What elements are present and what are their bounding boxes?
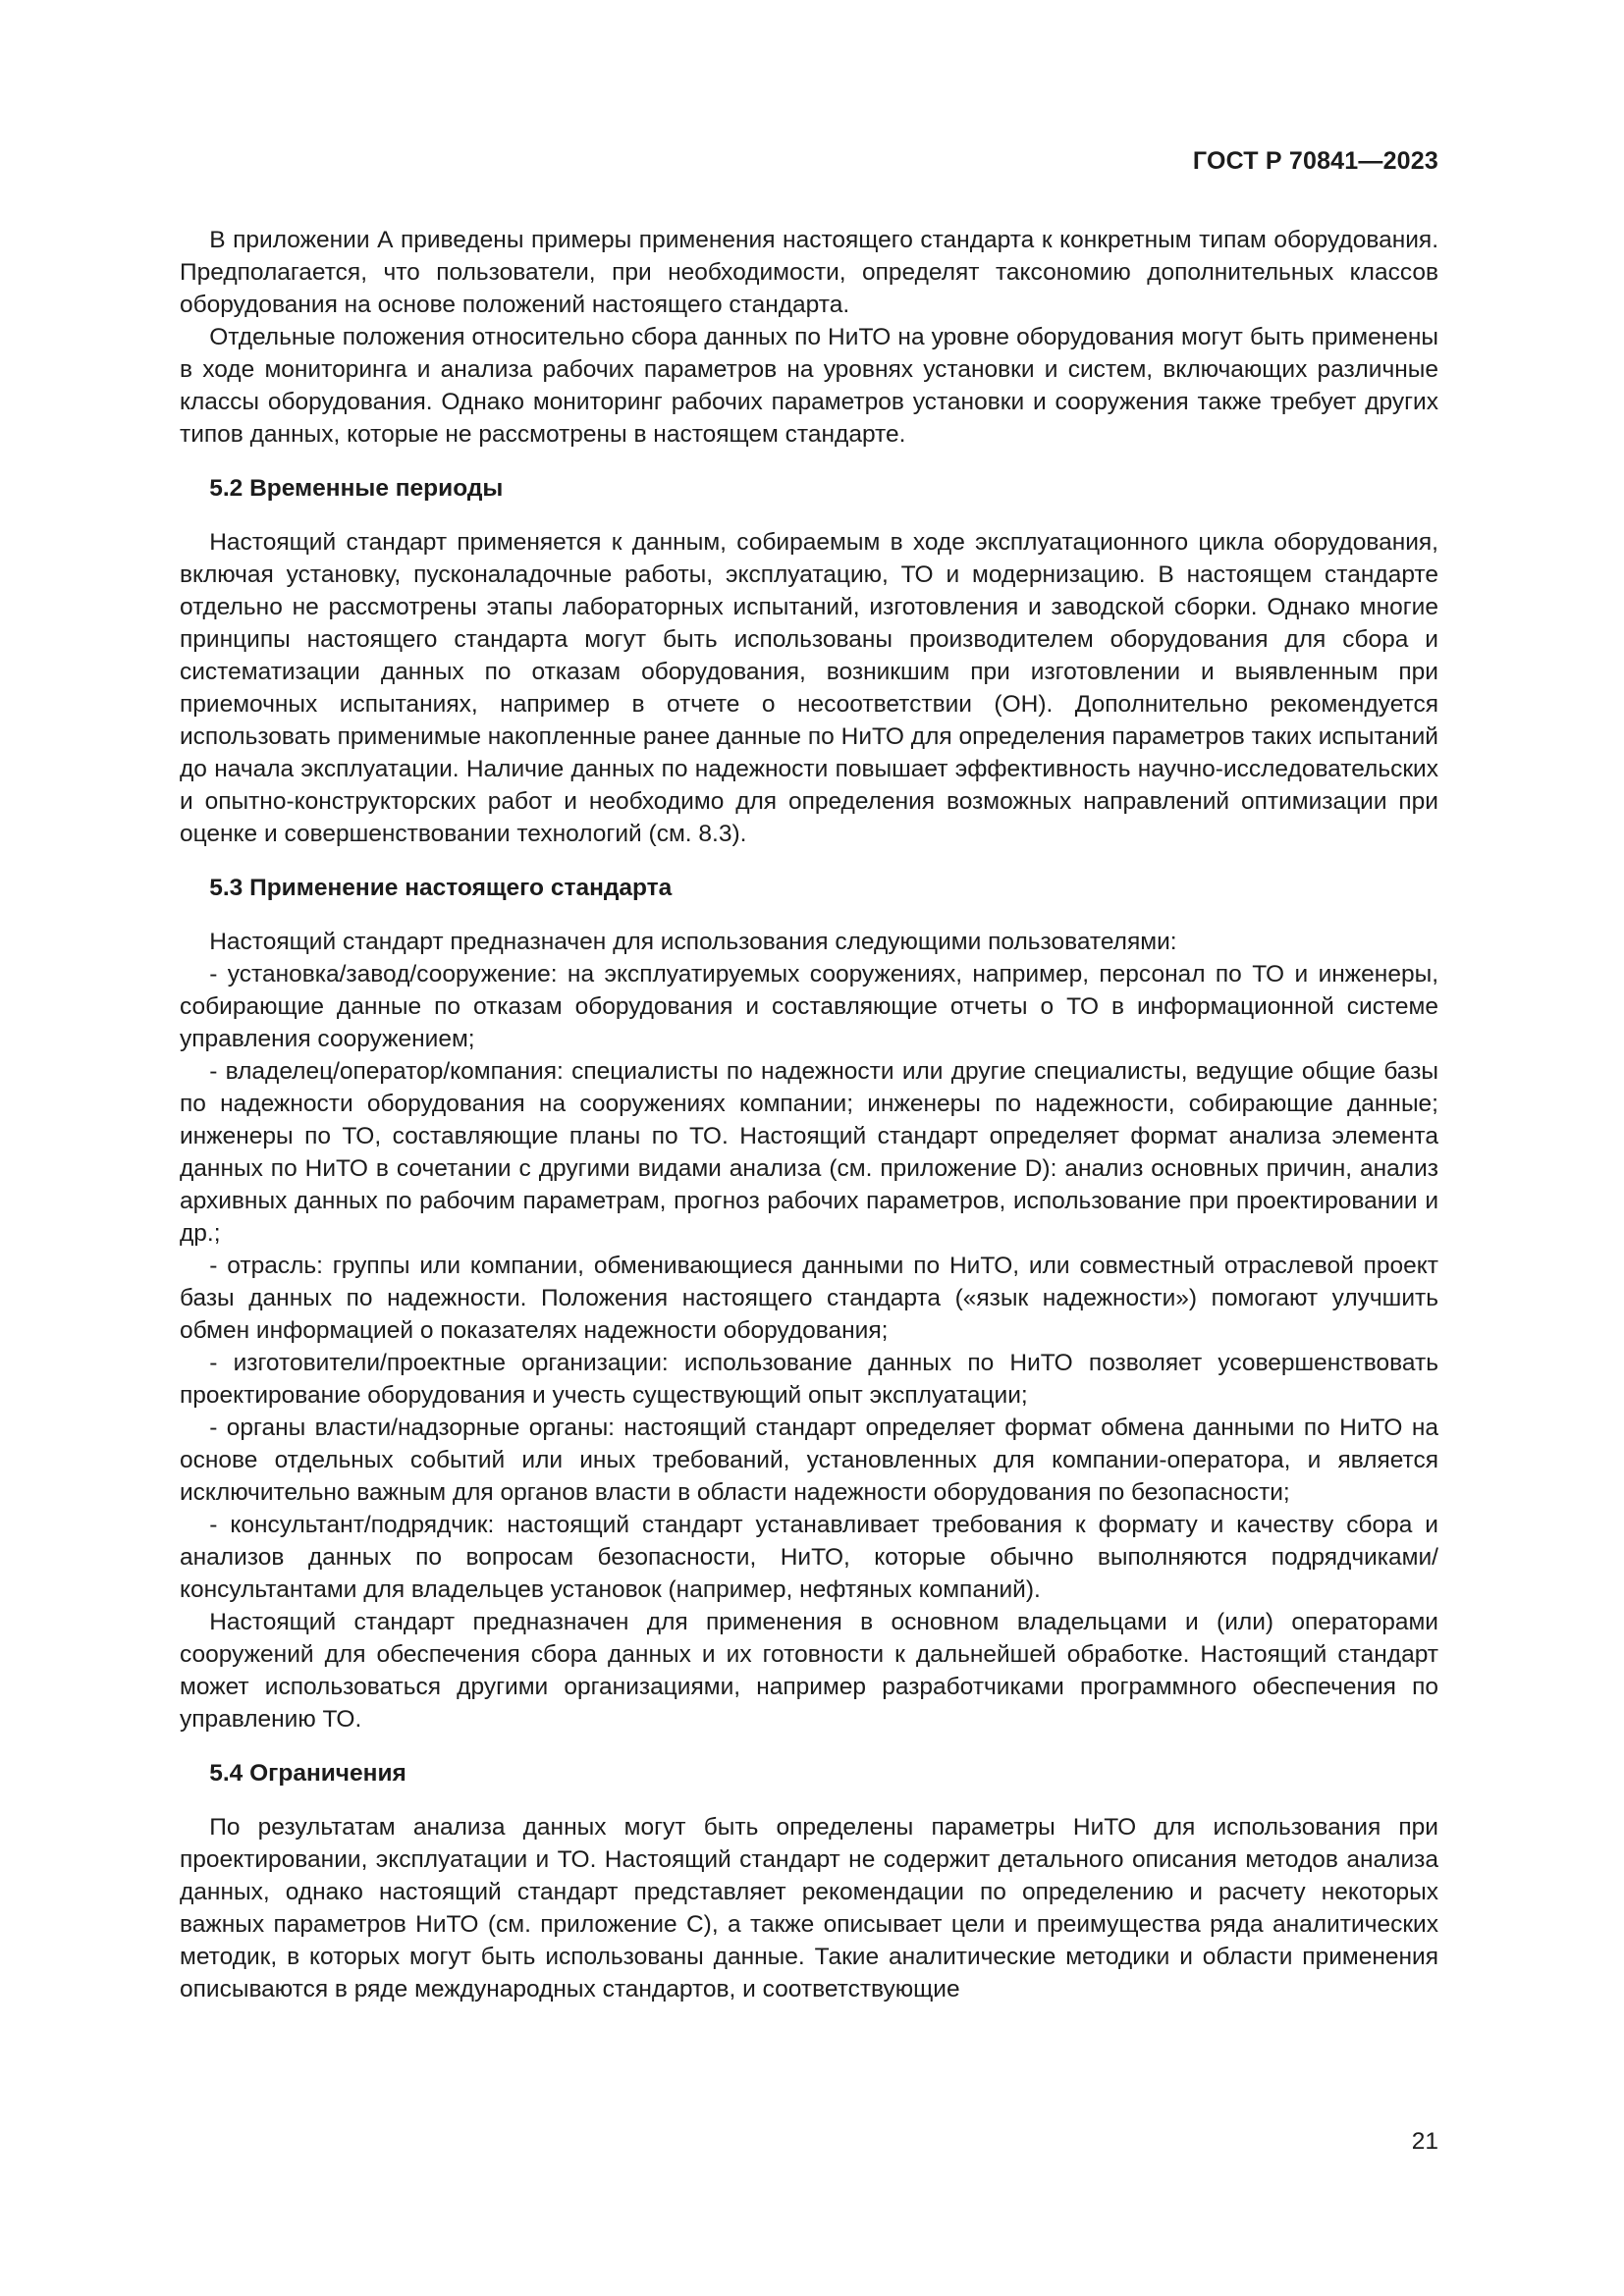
section-5-3-item-owner: - владелец/оператор/компания: специалисты по надежности или другие специалисты, ведущие общие базы по надежности оборудования на сооружениях компании; инженеры по надежности, собирающие данные; инженеры по ТО, составляющие планы по ТО. Настоящий стандарт определяет формат анализа элемента данных по НиТО в сочетании с другими видами анализа (см. приложение D): анализ основных причин, анализ архивных данных по рабочим параметрам, прогноз рабочих параметров, использование при проектировании и др.; (180, 1058, 1438, 1247)
intro-paragraph-1: В приложении А приведены примеры применения настоящего стандарта к конкретным типам оборудования. Предполагается, что пользователи, при необходимости, определят таксономию дополнительных классов оборудования на основе положений настоящего стандарта. (180, 227, 1438, 318)
section-5-4-paragraph-1: По результатам анализа данных могут быть определены параметры НиТО для использования при проектировании, эксплуатации и ТО. Настоящий стандарт не содержит детального описания методов анализа данных, однако настоящий стандарт представляет рекомендации по определению и расчету некоторых важных параметров НиТО (см. приложение С), а также описывает цели и преимущества ряда аналитических методик, в которых могут быть использованы данные. Такие аналитические методики и области применения описываются в ряде международных стандартов, и соответствующие (180, 1814, 1438, 2002)
section-5-3-item-plant: - установка/завод/сооружение: на эксплуатируемых сооружениях, например, персонал по ТО и инженеры, собирающие данные по отказам оборудования и составляющие отчеты о ТО в информационной системе управления сооружением; (180, 961, 1438, 1052)
section-5-3-closing: Настоящий стандарт предназначен для применения в основном владельцами и (или) операторами сооружений для обеспечения сбора данных и их готовности к дальнейшей обработке. Настоящий стандарт может использоваться другими организациями, например разработчиками программного обеспечения по управлению ТО. (180, 1609, 1438, 1733)
section-5-3-item-consultant: - консультант/подрядчик: настоящий стандарт устанавливает требования к формату и качеству сбора и анализов данных по вопросам безопасности, НиТО, которые обычно выполняются подрядчиками/консультантами для владельцев установок (например, нефтяных компаний). (180, 1512, 1438, 1603)
section-5-3-heading: 5.3 Применение настоящего стандарта (209, 875, 673, 901)
section-5-2-paragraph-1: Настоящий стандарт применяется к данным, собираемым в ходе эксплуатационного цикла оборудования, включая установку, пусконаладочные работы, эксплуатацию, ТО и модернизацию. В настоящем стандарте отдельно не рассмотрены этапы лабораторных испытаний, изготовления и заводской сборки. Однако многие принципы настоящего стандарта могут быть использованы производителем оборудования для сбора и систематизации данных по отказам оборудования, возникшим при изготовлении и выявленным при приемочных испытаниях, например в отчете о несоответствии (ОН). Дополнительно рекомендуется использовать применимые накопленные ранее данные по НиТО для определения параметров таких испытаний до начала эксплуатации. Наличие данных по надежности повышает эффективность научно-исследовательских и опытно-конструкторских работ и необходимо для определения возможных направлений оптимизации при оценке и совершенствовании технологий (см. 8.3). (180, 529, 1438, 847)
section-5-3-item-authorities: - органы власти/надзорные органы: настоящий стандарт определяет формат обмена данными по НиТО на основе отдельных событий или иных требований, установленных для компании-оператора, и является исключительно важным для органов власти в области надежности оборудования по безопасности; (180, 1415, 1438, 1506)
section-5-3-item-manufacturers: - изготовители/проектные организации: использование данных по НиТО позволяет усовершенствовать проектирование оборудования и учесть существующий опыт эксплуатации; (180, 1350, 1438, 1409)
document-header-id: ГОСТ Р 70841—2023 (1192, 147, 1438, 175)
intro-paragraph-2: Отдельные положения относительно сбора данных по НиТО на уровне оборудования могут быть применены в ходе мониторинга и анализа рабочих параметров на уровнях установки и систем, включающих различные классы оборудования. Однако мониторинг рабочих параметров установки и сооружения также требует других типов данных, которые не рассмотрены в настоящем стандарте. (180, 324, 1438, 448)
section-5-3-intro: Настоящий стандарт предназначен для использования следующими пользователями: (209, 929, 1177, 955)
section-5-3-item-industry: - отрасль: группы или компании, обменивающиеся данными по НиТО, или совместный отраслевой проект базы данных по надежности. Положения настоящего стандарта («язык надежности») помогают улучшить обмен информацией о показателях надежности оборудования; (180, 1253, 1438, 1344)
document-body (180, 224, 1438, 2005)
page-number: 21 (1411, 2128, 1438, 2155)
section-5-4-heading: 5.4 Ограничения (209, 1760, 406, 1787)
section-5-2-heading: 5.2 Временные периоды (209, 475, 504, 502)
